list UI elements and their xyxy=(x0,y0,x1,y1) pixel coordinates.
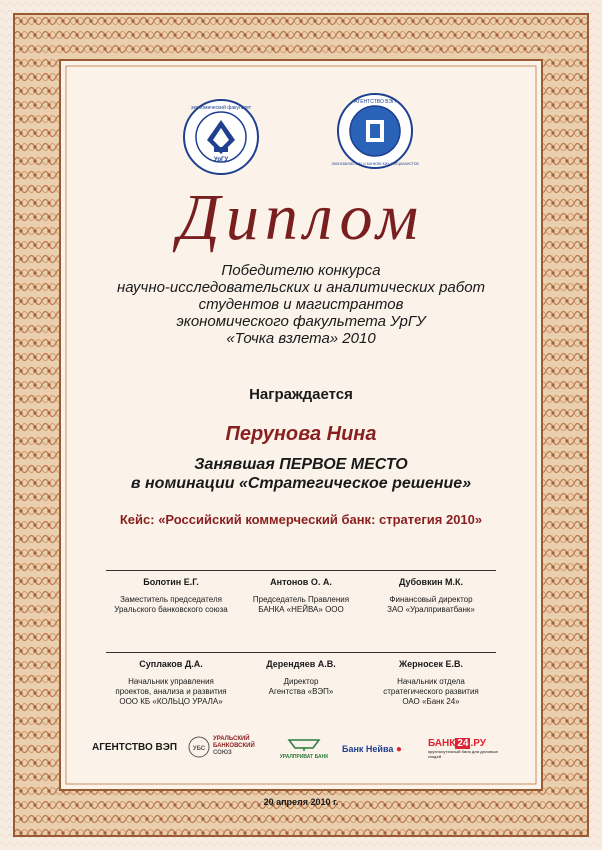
subtitle-line: студентов и магистрантов xyxy=(198,296,404,313)
signer-name: Антонов О. А. xyxy=(270,577,332,587)
diploma-title: Диплом xyxy=(177,181,425,254)
bank24-left: БАНК xyxy=(428,738,456,749)
neiva-sponsor-logo xyxy=(342,744,402,755)
bank24-ru: .РУ xyxy=(470,738,487,749)
vep-agency-logo xyxy=(331,92,419,170)
signature-line xyxy=(106,570,236,571)
role-line: ООО КБ «КОЛЬЦО УРАЛА» xyxy=(119,697,223,706)
awarded-label: Награждается xyxy=(249,386,353,403)
role-line: Финансовый директор xyxy=(389,595,473,604)
signature-line xyxy=(236,652,366,653)
signature-block xyxy=(356,570,506,615)
signer-name: Суплаков Д.А. xyxy=(139,659,203,669)
ubs-sponsor-logo xyxy=(188,736,270,758)
place-statement xyxy=(0,455,602,493)
place-line: Занявшая ПЕРВОЕ МЕСТО xyxy=(194,456,408,473)
ubs-main-text: УРАЛЬСКИЙ БАНКОВСКИЙ xyxy=(213,736,255,749)
role-line: Агентства «ВЭП» xyxy=(268,687,334,696)
role-line: БАНКА «НЕЙВА» ООО xyxy=(258,605,344,614)
signer-name: Жерносек Е.В. xyxy=(399,659,463,669)
role-line: стратегического развития xyxy=(383,687,479,696)
ubs-icon xyxy=(188,736,210,758)
logo-right-bottom-text: ЭКОНОМИЧЕСКИХ И БАНКОВСКИХ СПЕЦИАЛИСТОВ xyxy=(331,162,419,166)
role-line: Начальник управления xyxy=(128,677,214,686)
uralprivat-sponsor-logo xyxy=(278,736,330,760)
signature-line xyxy=(106,652,236,653)
ubs-sub-text: СОЮЗ xyxy=(213,750,232,756)
subtitle-line: «Точка взлета» 2010 xyxy=(226,330,376,347)
role-line: Начальник отдела xyxy=(397,677,465,686)
uralprivat-text: УРАЛПРИВАТ БАНК xyxy=(279,754,329,760)
subtitle-line: экономического факультета УрГУ xyxy=(176,313,426,330)
signer-role xyxy=(226,595,376,615)
signature-line xyxy=(366,652,496,653)
signature-block xyxy=(226,652,376,697)
bank24-right: 24 xyxy=(457,738,469,749)
economics-faculty-logo xyxy=(182,98,260,176)
vep-sponsor-text: АГЕНТСТВО ВЭП xyxy=(92,742,178,753)
bowl-icon xyxy=(287,736,321,752)
neiva-icon: ● xyxy=(395,744,402,755)
diploma-date: 20 апреля 2010 г. xyxy=(263,797,339,807)
ubs-abbr: УБС xyxy=(192,746,206,752)
signature-block xyxy=(96,570,246,615)
signature-block xyxy=(226,570,376,615)
signer-role xyxy=(96,595,246,615)
neiva-text: Банк Нейва xyxy=(342,744,394,754)
logo-left-bottom-text: УрГУ xyxy=(213,157,229,163)
signer-role xyxy=(96,677,246,707)
vep-sponsor-logo xyxy=(92,742,177,753)
role-line: проектов, анализа и развития xyxy=(115,687,227,696)
role-line: ОАО «Банк 24» xyxy=(402,697,460,706)
signature-block xyxy=(356,652,506,707)
logo-left-top-text: экономический факультет xyxy=(190,105,252,111)
logo-right-top-text: АГЕНТСТВО ВЭП xyxy=(354,99,396,105)
signature-block xyxy=(96,652,246,707)
diploma-subtitle xyxy=(0,262,602,347)
role-line: Уральского банковского союза xyxy=(114,605,228,614)
case-title: Кейс: «Российский коммерческий банк: стратегия 2010» xyxy=(119,512,483,527)
subtitle-line: Победителю конкурса xyxy=(221,262,381,279)
role-line: Председатель Правления xyxy=(252,595,350,604)
subtitle-line: научно-исследовательских и аналитических работ xyxy=(116,279,486,296)
signature-line xyxy=(366,570,496,571)
signer-role xyxy=(356,677,506,707)
signer-name: Болотин Е.Г. xyxy=(143,577,199,587)
signature-line xyxy=(236,570,366,571)
signer-role xyxy=(356,595,506,615)
role-line: Заместитель председателя xyxy=(120,595,222,604)
bank24-tagline: круглосуточный банк для деловых людей xyxy=(428,749,499,759)
place-line: в номинации «Стратегическое решение» xyxy=(130,475,472,492)
recipient-name: Перунова Нина xyxy=(225,423,377,445)
bank24-sponsor-logo xyxy=(428,738,512,759)
signer-name: Дерендяев А.В. xyxy=(266,659,336,669)
role-line: Директор xyxy=(283,677,319,686)
signer-role xyxy=(226,677,376,697)
role-line: ЗАО «Уралприватбанк» xyxy=(387,605,475,614)
signer-name: Дубовкин М.К. xyxy=(398,577,464,587)
